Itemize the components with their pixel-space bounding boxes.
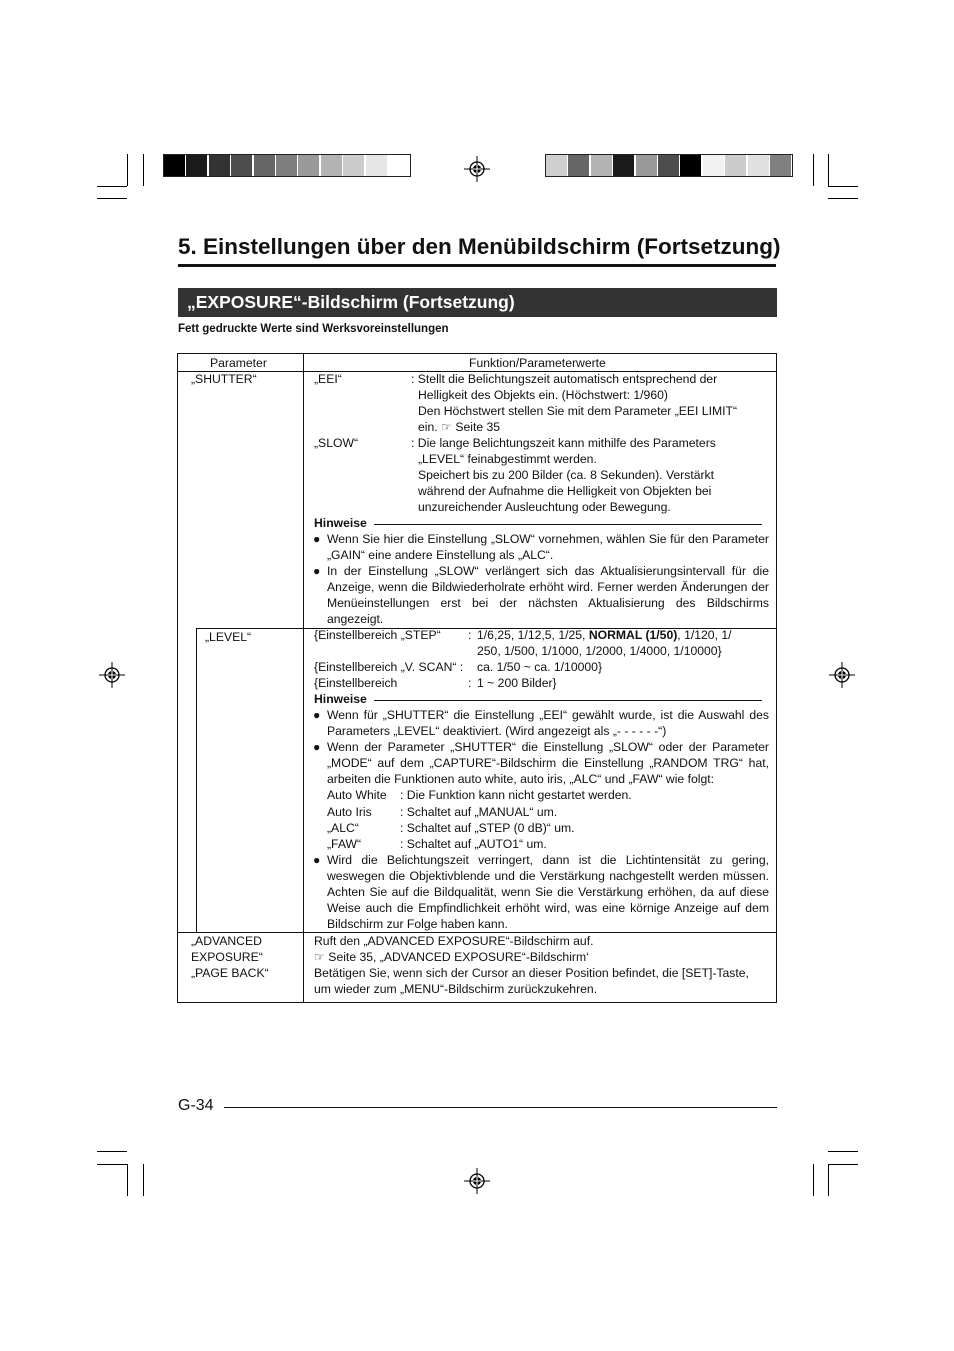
color-swatch [298, 155, 319, 176]
level-step-values-2: 250, 1/500, 1/1000, 1/2000, 1/4000, 1/10000} [477, 644, 722, 658]
slow-desc-4: während der Aufnahme die Helligkeit von Objekten bei [418, 484, 712, 498]
sub-value: : Schaltet auf „MANUAL“ um. [400, 805, 558, 819]
color-swatch [591, 155, 612, 176]
page-number: G-34 [178, 1097, 214, 1114]
level-range-label: {Einstellbereich [314, 676, 398, 690]
color-swatch [231, 155, 252, 176]
column-header-parameter: Parameter [210, 356, 267, 370]
color-swatch [321, 155, 342, 176]
hinweise-heading: Hinweise [314, 516, 367, 530]
color-swatch [613, 155, 634, 176]
level-step-label: {Einstellbereich „STEP“ [314, 628, 441, 642]
shutter-note-1: Wenn Sie hier die Einstellung „SLOW“ vornehmen, wählen Sie für den Parameter „GAIN“ eine andere Einstellung als „ALC“. [327, 532, 769, 562]
color-swatch [186, 155, 207, 176]
bullet-icon: ● [313, 708, 321, 722]
level-note-2: Wenn der Parameter „SHUTTER“ die Einstellung „SLOW“ oder der Parameter „MODE“ auf dem „CAPTURE“-Bildschirm die Einstellung „RANDOM TRG“ hat, arbeiten die Funktionen auto white, auto iris, „ALC“ und „FAW“ wie folgt: [327, 740, 769, 786]
param-advanced-exposure-1: „ADVANCED [191, 934, 262, 948]
color-swatch [343, 155, 364, 176]
color-swatch [276, 155, 297, 176]
level-step-colon: : [468, 628, 472, 642]
slow-desc-1: : Die lange Belichtungszeit kann mithilfe des Parameters [411, 436, 716, 450]
color-swatch [164, 155, 185, 176]
color-swatch [725, 155, 746, 176]
advanced-desc-2: ☞ Seite 35, „ADVANCED EXPOSURE“-Bildschirm‘ [314, 950, 589, 964]
registration-mark-icon [464, 1168, 490, 1194]
level-vscan-value: ca. 1/50 ~ ca. 1/10000} [477, 660, 603, 674]
sub-value: : Schaltet auf „AUTO1“ um. [400, 837, 547, 851]
param-level: „LEVEL“ [205, 630, 252, 644]
footer-rule [224, 1107, 777, 1108]
page-title: 5. Einstellungen über den Menübildschirm (Fortsetzung) [178, 232, 776, 267]
color-swatch [636, 155, 657, 176]
sub-key: Auto Iris [327, 805, 372, 819]
level-note-1: Wenn für „SHUTTER“ die Einstellung „EEI“ gewählt wurde, ist die Auswahl des Parameters „LEVEL“ deaktiviert. (Wird angezeigt als „- - - - - -“) [327, 708, 769, 738]
color-calibration-bar-left [163, 154, 411, 177]
sub-key: Auto White [327, 788, 387, 802]
eei-desc-2: Helligkeit des Objekts ein. (Höchstwert: 1/960) [418, 388, 668, 402]
parameter-table [177, 353, 777, 1003]
registration-mark-icon [829, 662, 855, 688]
eei-desc-4: ein. ☞ Seite 35 [418, 420, 501, 434]
color-swatch [209, 155, 230, 176]
hinweise-heading: Hinweise [314, 692, 367, 706]
defaults-note: Fett gedruckte Werte sind Werksvoreinstellungen [178, 323, 449, 335]
color-swatch [770, 155, 791, 176]
pageback-desc-1: Betätigen Sie, wenn sich der Cursor an dieser Position befindet, die [SET]-Taste, [314, 966, 749, 980]
color-calibration-bar-right [545, 154, 793, 177]
option-slow-label: „SLOW“ [314, 436, 359, 450]
color-swatch [366, 155, 387, 176]
sub-key: „FAW“ [327, 837, 362, 851]
param-shutter: „SHUTTER“ [191, 372, 257, 386]
bullet-icon: ● [313, 564, 321, 578]
column-header-function: Funktion/Parameterwerte [469, 356, 606, 370]
registration-mark-icon [99, 662, 125, 688]
color-swatch [388, 155, 409, 176]
color-swatch [568, 155, 589, 176]
color-swatch [658, 155, 679, 176]
registration-mark-icon [464, 156, 490, 182]
shutter-note-2: In der Einstellung „SLOW“ verlängert sich das Aktualisierungsintervall für die Anzeige, wenn die Bildwiederholrate erhöht wird. Ferner werden Änderungen der Menüeinstellungen erst bei der nächsten Aktualisierung des Bildschirms angezeigt. [327, 564, 769, 626]
eei-desc-3: Den Höchstwert stellen Sie mit dem Parameter „EEI LIMIT“ [418, 404, 738, 418]
param-advanced-exposure-2: EXPOSURE“ [191, 950, 263, 964]
sub-value: : Die Funktion kann nicht gestartet werden. [400, 788, 632, 802]
level-step-values: 1/6,25, 1/12,5, 1/25, NORMAL (1/50), 1/120, 1/ [477, 628, 732, 642]
color-swatch [546, 155, 567, 176]
pageback-desc-2: um wieder zum „MENU“-Bildschirm zurückzukehren. [314, 982, 598, 996]
level-note-3: Wird die Belichtungszeit verringert, dann ist die Lichtintensität zu gering, weswegen die Objektivblende und die Verstärkung nachgestellt werden müssen. Achten Sie auf die Bildqualität, wenn Sie die Verstärkung erhöhen, da auf diese Weise auch die Empfindlichkeit erhöht wird, was eine körnige Anzeige auf dem Bildschirm zur Folge haben kann. [327, 853, 769, 931]
eei-desc-1: : Stellt die Belichtungszeit automatisch entsprechend der [411, 372, 718, 386]
color-swatch [680, 155, 701, 176]
bullet-icon: ● [313, 740, 321, 754]
slow-desc-2: „LEVEL“ feinabgestimmt werden. [418, 452, 597, 466]
param-page-back: „PAGE BACK“ [191, 966, 269, 980]
level-range-colon: : [468, 676, 472, 690]
slow-desc-5: unzureichender Ausleuchtung oder Bewegung. [418, 500, 671, 514]
advanced-desc-1: Ruft den „ADVANCED EXPOSURE“-Bildschirm auf. [314, 934, 594, 948]
sub-value: : Schaltet auf „STEP (0 dB)“ um. [400, 821, 575, 835]
level-vscan-label: {Einstellbereich „V. SCAN“ : [314, 660, 464, 674]
slow-desc-3: Speichert bis zu 200 Bilder (ca. 8 Sekunden). Verstärkt [418, 468, 715, 482]
bullet-icon: ● [313, 853, 321, 867]
color-swatch [703, 155, 724, 176]
sub-key: „ALC“ [327, 821, 359, 835]
color-swatch [748, 155, 769, 176]
color-swatch [254, 155, 275, 176]
section-heading: „EXPOSURE“-Bildschirm (Fortsetzung) [178, 288, 777, 317]
bullet-icon: ● [313, 532, 321, 546]
level-range-value: 1 ~ 200 Bilder} [477, 676, 557, 690]
option-eei-label: „EEI“ [314, 372, 342, 386]
